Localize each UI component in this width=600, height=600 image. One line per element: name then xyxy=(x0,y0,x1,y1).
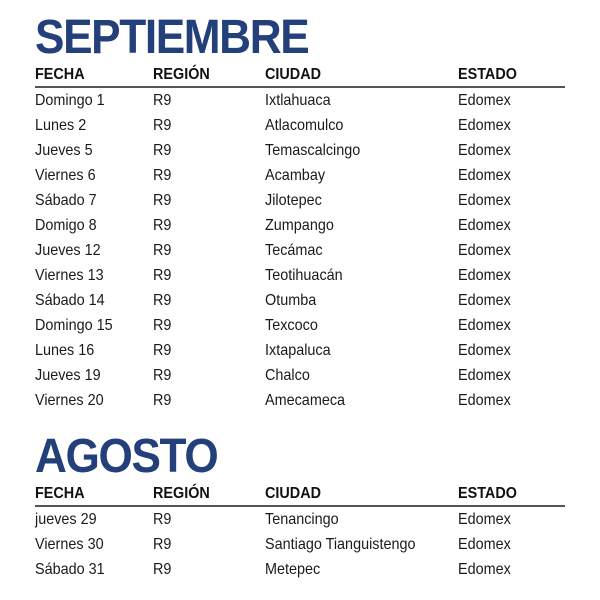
september-header-row xyxy=(35,62,565,88)
august-rows xyxy=(35,507,565,582)
august-section xyxy=(35,430,565,582)
header-fecha: FECHA xyxy=(35,485,85,502)
september-title: SEPTIEMBRE xyxy=(35,11,309,64)
header-estado: ESTADO xyxy=(458,485,517,502)
table-row: Jueves 19 R9 Chalco Edomex xyxy=(35,366,511,384)
header-region: REGIÓN xyxy=(153,485,210,502)
september-section xyxy=(35,11,565,413)
header-region: REGIÓN xyxy=(153,66,210,83)
august-header-row xyxy=(35,481,565,507)
header-ciudad: CIUDAD xyxy=(265,66,321,83)
table-row: Sábado 31 R9 Metepec Edomex xyxy=(35,560,511,578)
table-row: Lunes 2 R9 Atlacomulco Edomex xyxy=(35,116,511,134)
august-title: AGOSTO xyxy=(35,430,218,483)
table-row: Sábado 14 R9 Otumba Edomex xyxy=(35,291,511,309)
table-row: Viernes 13 R9 Teotihuacán Edomex xyxy=(35,266,511,284)
september-rows xyxy=(35,88,565,413)
table-row: Viernes 30 R9 Santiago Tianguistengo Edomex xyxy=(35,535,511,553)
table-row: Jueves 5 R9 Temascalcingo Edomex xyxy=(35,141,511,159)
table-row: Viernes 20 R9 Amecameca Edomex xyxy=(35,391,511,409)
header-fecha: FECHA xyxy=(35,66,85,83)
header-ciudad: CIUDAD xyxy=(265,485,321,502)
table-row: Viernes 6 R9 Acambay Edomex xyxy=(35,166,511,184)
table-row: jueves 29 R9 Tenancingo Edomex xyxy=(35,510,511,528)
table-row: Sábado 7 R9 Jilotepec Edomex xyxy=(35,191,511,209)
table-row: Domingo 1 R9 Ixtlahuaca Edomex xyxy=(35,91,511,109)
header-estado: ESTADO xyxy=(458,66,517,83)
table-row: Domigo 8 R9 Zumpango Edomex xyxy=(35,216,511,234)
table-row: Domingo 15 R9 Texcoco Edomex xyxy=(35,316,511,334)
table-row: Lunes 16 R9 Ixtapaluca Edomex xyxy=(35,341,511,359)
table-row: Jueves 12 R9 Tecámac Edomex xyxy=(35,241,511,259)
